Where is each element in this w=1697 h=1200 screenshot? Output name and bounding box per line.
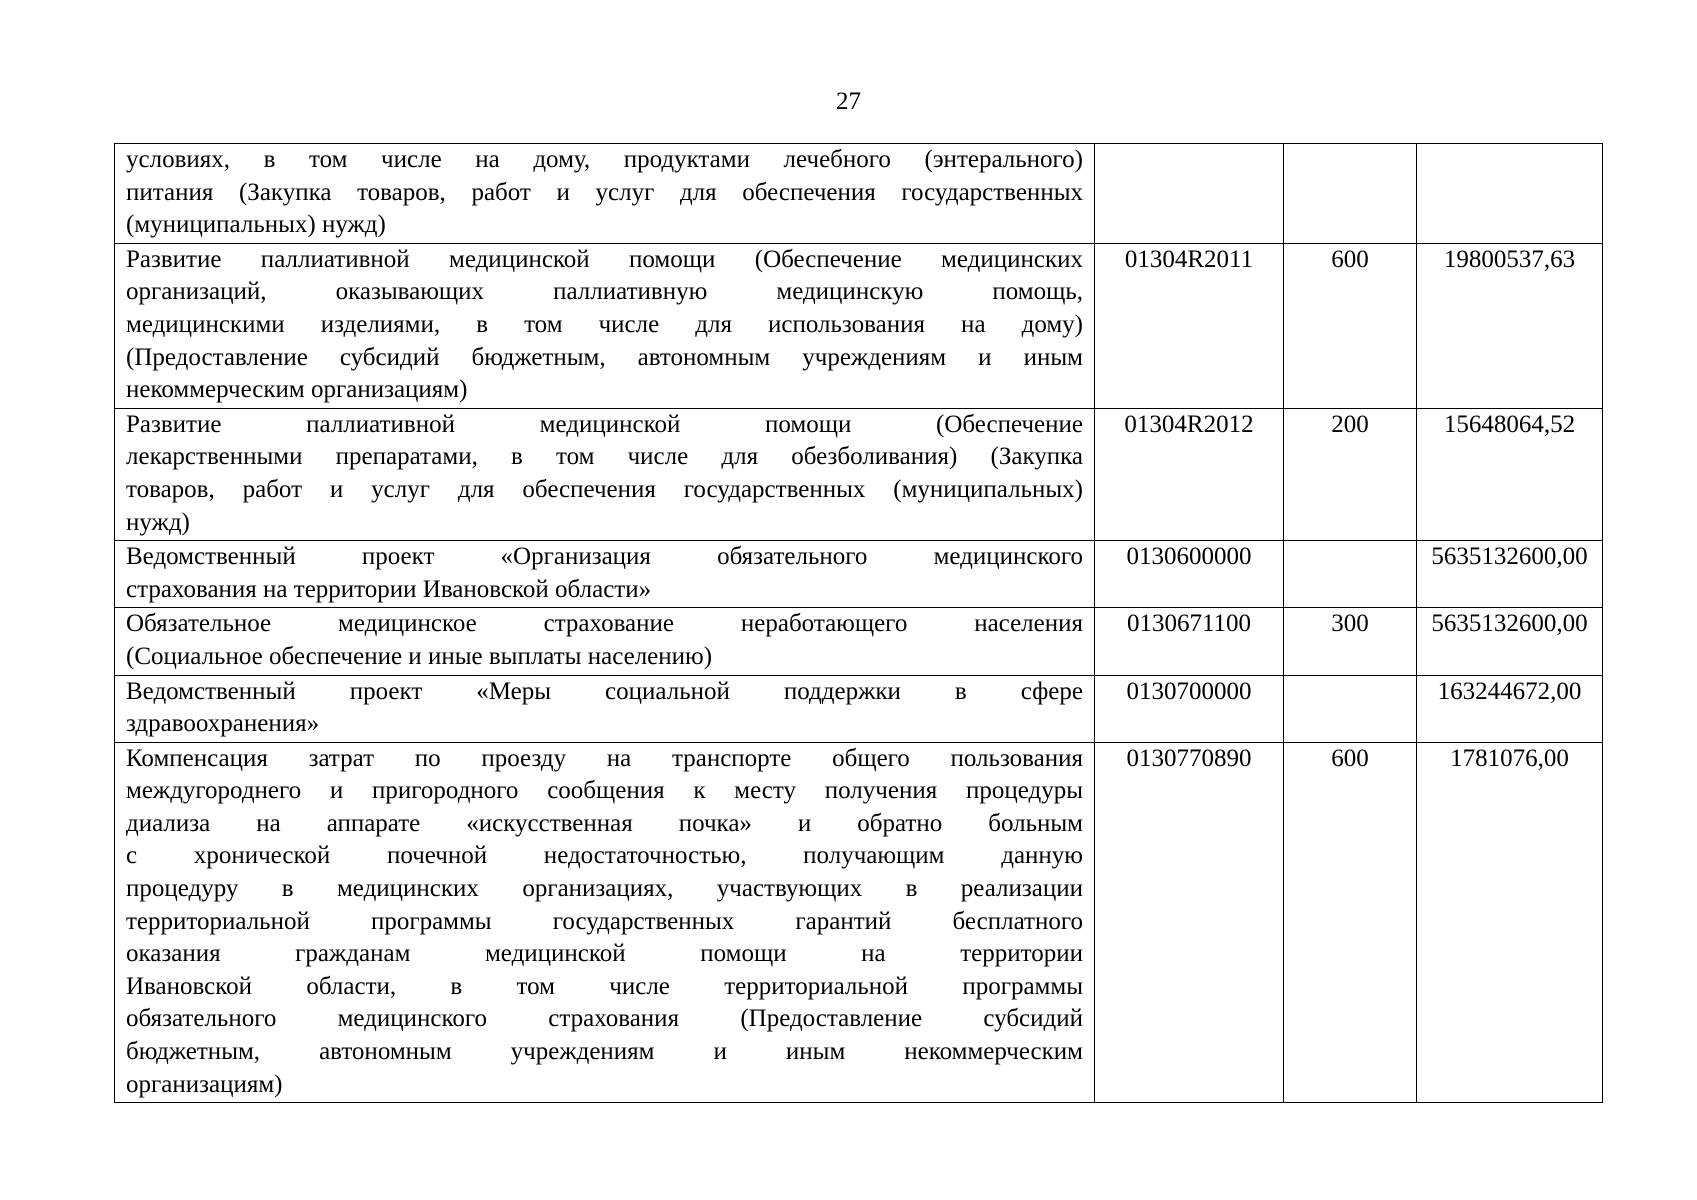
table-row — [115, 742, 1603, 1103]
description-line: Ивановской области, в том числе территориальной программы — [126, 972, 1083, 1000]
expense-type-code — [1284, 541, 1417, 608]
amount — [1417, 144, 1603, 244]
table-row — [115, 144, 1603, 244]
table-row — [115, 243, 1603, 408]
page-number: 27 — [836, 88, 861, 115]
description-line: здравоохранения» — [126, 710, 320, 738]
description-line: процедуру в медицинских организациях, участвующих в реализации — [126, 875, 1083, 903]
description-line: лекарственными препаратами, в том числе для обезболивания) (Закупка — [126, 443, 1083, 471]
amount: 15648064,52 — [1417, 408, 1603, 540]
row-description — [115, 408, 1095, 540]
amount: 19800537,63 — [1417, 243, 1603, 408]
description-line: Обязательное медицинское страхование неработающего населения — [126, 610, 1083, 638]
description-line: (муниципальных) нужд) — [126, 211, 386, 239]
target-article-code: 0130700000 — [1095, 675, 1284, 742]
description-line: (Социальное обеспечение и иные выплаты населению) — [126, 642, 713, 670]
description-line: организаций, оказывающих паллиативную медицинскую помощь, — [126, 278, 1083, 306]
description-line: товаров, работ и услуг для обеспечения государственных (муниципальных) — [126, 475, 1083, 503]
expense-type-code — [1284, 144, 1417, 244]
expense-type-code: 200 — [1284, 408, 1417, 540]
description-line: территориальной программы государственных гарантий бесплатного — [126, 907, 1083, 935]
table-row — [115, 608, 1603, 675]
amount: 1781076,00 — [1417, 742, 1603, 1103]
description-line: (Предоставление субсидий бюджетным, автономным учреждениям и иным — [126, 343, 1083, 371]
table-row — [115, 408, 1603, 540]
row-description — [115, 675, 1095, 742]
description-line: организациям) — [126, 1070, 283, 1098]
row-description — [115, 144, 1095, 244]
amount: 5635132600,00 — [1417, 608, 1603, 675]
expense-type-code — [1284, 675, 1417, 742]
description-line: Развитие паллиативной медицинской помощи (Обеспечение — [126, 410, 1083, 438]
row-description — [115, 742, 1095, 1103]
expense-type-code: 600 — [1284, 243, 1417, 408]
description-line: некоммерческим организациям) — [126, 376, 468, 404]
description-line: бюджетным, автономным учреждениям и иным некоммерческим — [126, 1038, 1083, 1066]
description-line: Ведомственный проект «Меры социальной поддержки в сфере — [126, 677, 1083, 705]
description-line: обязательного медицинского страхования (Предоставление субсидий — [126, 1005, 1083, 1033]
row-description — [115, 541, 1095, 608]
description-line: диализа на аппарате «искусственная почка» и обратно больным — [126, 809, 1083, 837]
table-row — [115, 541, 1603, 608]
description-line: с хронической почечной недостаточностью, получающим данную — [126, 842, 1083, 870]
expense-type-code: 600 — [1284, 742, 1417, 1103]
description-line: условиях, в том числе на дому, продуктами лечебного (энтерального) — [126, 146, 1083, 173]
amount: 5635132600,00 — [1417, 541, 1603, 608]
target-article-code: 0130770890 — [1095, 742, 1284, 1103]
target-article-code: 01304R2011 — [1095, 243, 1284, 408]
expense-type-code: 300 — [1284, 608, 1417, 675]
description-line: междугороднего и пригородного сообщения к месту получения процедуры — [126, 777, 1083, 805]
amount: 163244672,00 — [1417, 675, 1603, 742]
description-line: нужд) — [126, 508, 190, 536]
target-article-code — [1095, 144, 1284, 244]
target-article-code: 0130671100 — [1095, 608, 1284, 675]
description-line: страхования на территории Ивановской области» — [126, 575, 652, 603]
row-description — [115, 608, 1095, 675]
description-line: Ведомственный проект «Организация обязательного медицинского — [126, 543, 1083, 571]
target-article-code: 0130600000 — [1095, 541, 1284, 608]
description-line: питания (Закупка товаров, работ и услуг для обеспечения государственных — [126, 178, 1083, 206]
budget-table-body — [115, 144, 1603, 1103]
budget-table — [114, 143, 1603, 1103]
row-description — [115, 243, 1095, 408]
description-line: Компенсация затрат по проезду на транспорте общего пользования — [126, 744, 1083, 772]
description-line: медицинскими изделиями, в том числе для использования на дому) — [126, 310, 1083, 338]
description-line: оказания гражданам медицинской помощи на территории — [126, 940, 1083, 968]
description-line: Развитие паллиативной медицинской помощи (Обеспечение медицинских — [126, 245, 1083, 273]
target-article-code: 01304R2012 — [1095, 408, 1284, 540]
table-row — [115, 675, 1603, 742]
